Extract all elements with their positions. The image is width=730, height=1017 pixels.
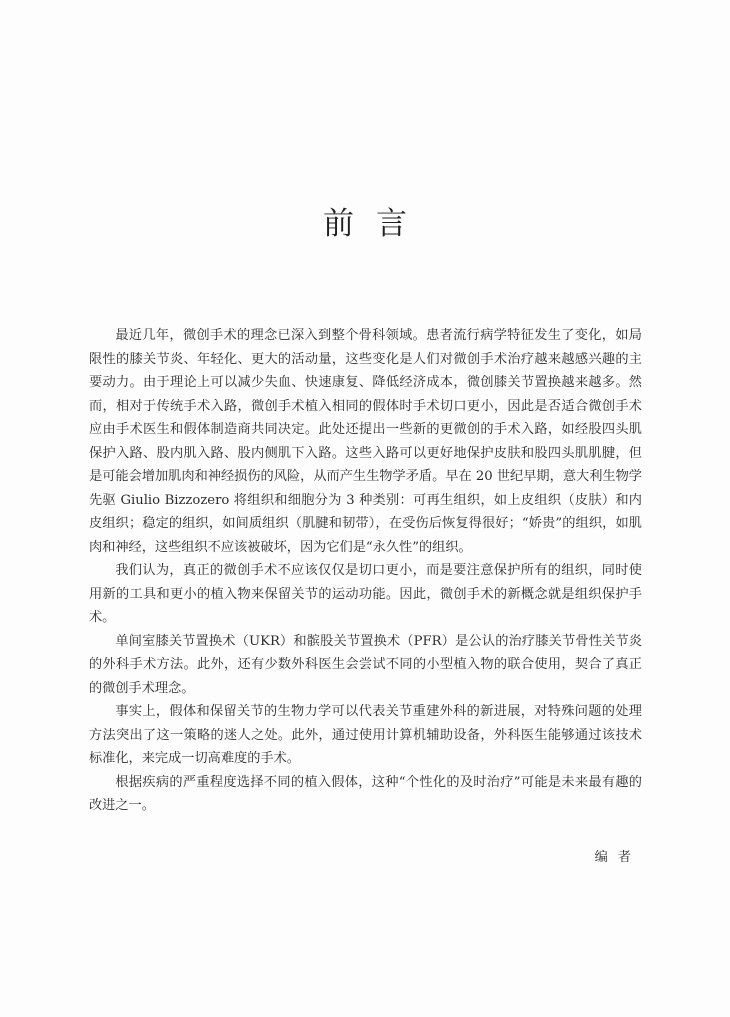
author-signature: 编者 bbox=[594, 850, 641, 865]
paragraph-3: 单间室膝关节置换术（UKR）和髌股关节置换术（PFR）是公认的治疗膝关节骨性关节炎的外科手术方法。此外，还有少数外科医生会尝试不同的小型植入物的联合使用，契合了真正的微创手术理念。 bbox=[89, 633, 642, 696]
paragraph-2: 我们认为，真正的微创手术不应该仅仅是切口更小，而是要注意保护所有的组织，同时使用新的工具和更小的植入物来保留关节的运动功能。因此，微创手术的新概念就是组织保护手术。 bbox=[89, 563, 642, 625]
paragraph-4: 事实上，假体和保留关节的生物力学可以代表关节重建外科的新进展，对特殊问题的处理方法突出了这一策略的迷人之处。此外，通过使用计算机辅助设备，外科医生能够通过该技术标准化，来完成一切高难度的手术。 bbox=[89, 704, 642, 766]
paragraph-1: 最近几年，微创手术的理念已深入到整个骨科领域。患者流行病学特征发生了变化，如局限性的膝关节炎、年轻化、更大的活动量，这些变化是人们对微创手术治疗越来越感兴趣的主要动力。由于理论上可以减少失血、快速康复、降低经济成本，微创膝关节置换越来越多。然而，相对于传统手术入路，微创手术植入相同的假体时手术切口更小，因此是否适合微创手术应由手术医生和假体制造商共同决定。此处还提出一些新的更微创的手术入路，如经股四头肌保护入路、股内肌入路、股内侧肌下入路。这些入路可以更好地保护皮肤和股四头肌肌腱，但是可能会增加肌肉和神经损伤的风险，从而产生生物学矛盾。早在 20 世纪早期，意大利生物学先驱 Giulio Bizzozero 将组织和细胞分为 3 种类别：可再生组织，如上皮组织（皮肤）和内皮组织；稳定的组织，如间质组织（肌腱和韧带），在受伤后恢复得很好；“娇贵”的组织，如肌肉和神经，这些组织不应该被破坏，因为它们是“永久性”的组织。 bbox=[89, 328, 642, 555]
page-title: 前言 bbox=[323, 206, 429, 242]
preface-body bbox=[89, 324, 642, 818]
paragraph-5: 根据疾病的严重程度选择不同的植入假体，这种“个性化的及时治疗”可能是未来最有趣的改进之一。 bbox=[89, 774, 642, 813]
